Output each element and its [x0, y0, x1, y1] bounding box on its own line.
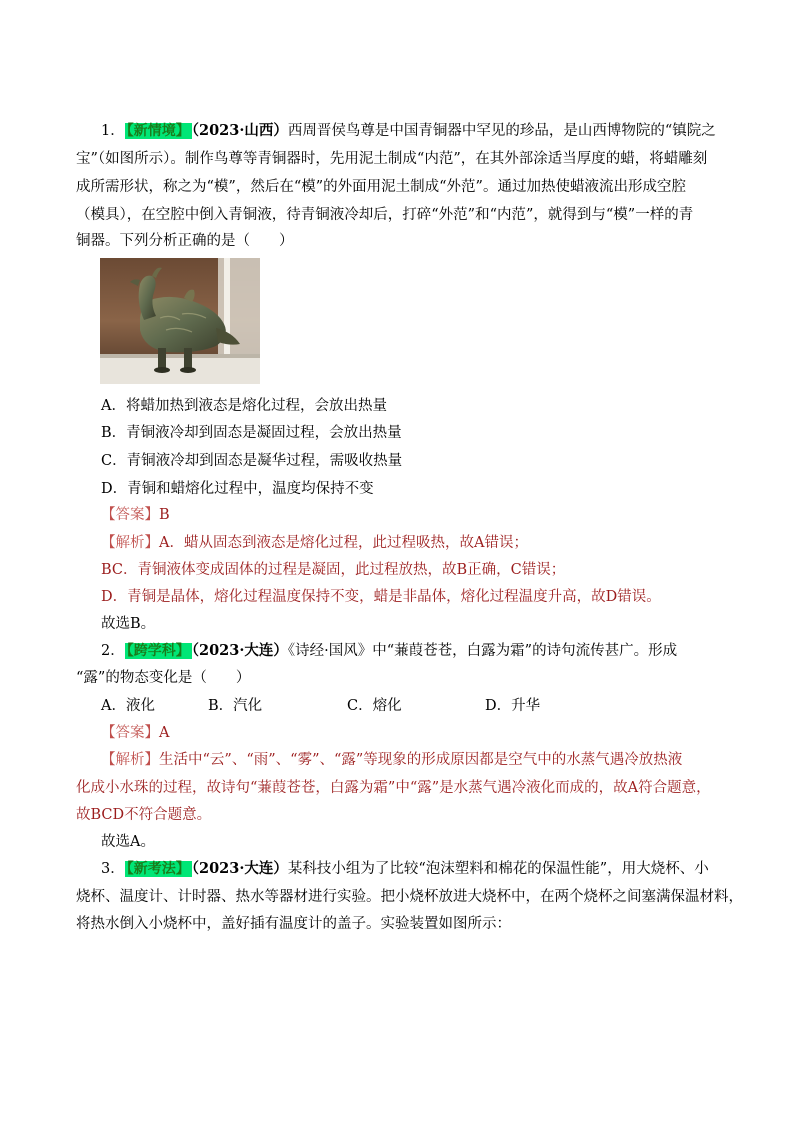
q1-option-a: A．将蜡加热到液态是熔化过程，会放出热量	[101, 398, 387, 414]
bronze-bird-zun-photo	[100, 258, 260, 384]
q1-stem-line-2: 宝”（如图所示）。制作鸟尊等青铜器时，先用泥土制成“内范”，在其外部涂适当厚度的蜡，将蜡雕刻	[76, 151, 708, 167]
q3-number: 3．	[101, 861, 125, 877]
q2-stem-text-1: 《诗经·国风》中“蒹葭苍苍，白露为霜”的诗句流传甚广。形成	[287, 643, 678, 659]
q2-answer	[101, 723, 169, 743]
q1-stem-text-1: 西周晋侯鸟尊是中国青铜器中罕见的珍品，是山西博物院的“镇院之	[287, 123, 716, 139]
q1-analysis-line-3: D．青铜是晶体，熔化过程温度保持不变，蜡是非晶体，熔化过程温度升高，故D错误。	[101, 589, 661, 605]
q3-stem-line-3: 将热水倒入小烧杯中，盖好插有温度计的盖子。实验装置如图所示：	[76, 916, 511, 932]
q1-stem-line-5: 铜器。下列分析正确的是（ ）	[76, 233, 294, 249]
q2-answer-value: A	[159, 725, 170, 741]
q2-tag: 【跨学科】	[126, 643, 190, 659]
q2-source: （2023·大连）	[191, 642, 288, 659]
q1-analysis-text-1: A．蜡从固态到液态是熔化过程，此过程吸热，故A错误；	[159, 535, 528, 551]
q3-stem-text-1: 某科技小组为了比较“泡沫塑料和棉花的保温性能”，用大烧杯、小	[287, 861, 709, 877]
q2-option-b: B．汽化	[208, 698, 263, 714]
q1-stem-line-1	[101, 121, 716, 141]
q2-analysis-line-2: 化成小水珠的过程，故诗句“蒹葭苍苍，白露为霜”中“露”是水蒸气遇冷液化而成的，故A符合题意，	[76, 780, 711, 796]
q1-stem-line-4: （模具），在空腔中倒入青铜液，待青铜液冷却后，打碎“外范”和“内范”，就得到与“模”一样的青	[76, 207, 694, 223]
q2-option-d: D．升华	[485, 698, 541, 714]
q3-stem-line-2: 烧杯、温度计、计时器、热水等器材进行实验。把小烧杯放进大烧杯中，在两个烧杯之间塞满保温材料，	[76, 889, 743, 905]
q1-conclusion: 故选B。	[101, 616, 156, 632]
q1-stem-line-3: 成所需形状，称之为“模”，然后在“模”的外面用泥土制成“外范”。通过加热使蜡液流出形成空腔	[76, 179, 686, 195]
q1-option-d: D．青铜和蜡熔化过程中，温度均保持不变	[101, 481, 374, 497]
q1-answer	[101, 505, 170, 525]
q1-analysis-label: 【解析】	[101, 535, 159, 551]
q2-stem-line-1	[101, 641, 677, 661]
q1-option-c: C．青铜液冷却到固态是凝华过程，需吸收热量	[101, 453, 403, 469]
q2-analysis-text-1: 生活中“云”、“雨”、“雾”、“露”等现象的形成原因都是空气中的水蒸气遇冷放热液	[159, 752, 683, 768]
q1-source: （2023·山西）	[191, 122, 288, 139]
q2-option-c: C．熔化	[347, 698, 402, 714]
q2-number: 2．	[101, 643, 125, 659]
q1-answer-value: B	[159, 507, 170, 523]
q1-number: 1．	[101, 123, 125, 139]
q2-analysis-line-1	[101, 750, 682, 770]
q2-stem-line-2: “露”的物态变化是（ ）	[76, 670, 251, 686]
q2-analysis-line-3: 故BCD不符合题意。	[76, 807, 212, 823]
q1-analysis-line-1	[101, 533, 528, 553]
q2-option-a: A．液化	[101, 698, 155, 714]
q2-conclusion: 故选A。	[101, 834, 155, 850]
q2-answer-label: 【答案】	[101, 725, 159, 741]
q2-analysis-label: 【解析】	[101, 752, 159, 768]
q3-source: （2023·大连）	[191, 860, 288, 877]
q3-stem-line-1	[101, 859, 709, 879]
q1-option-b: B．青铜液冷却到固态是凝固过程，会放出热量	[101, 425, 402, 441]
q1-answer-label: 【答案】	[101, 507, 159, 523]
q1-tag: 【新情境】	[126, 123, 190, 139]
q1-analysis-line-2: BC．青铜液体变成固体的过程是凝固，此过程放热，故B正确，C错误；	[101, 562, 566, 578]
q3-tag: 【新考法】	[126, 861, 190, 877]
